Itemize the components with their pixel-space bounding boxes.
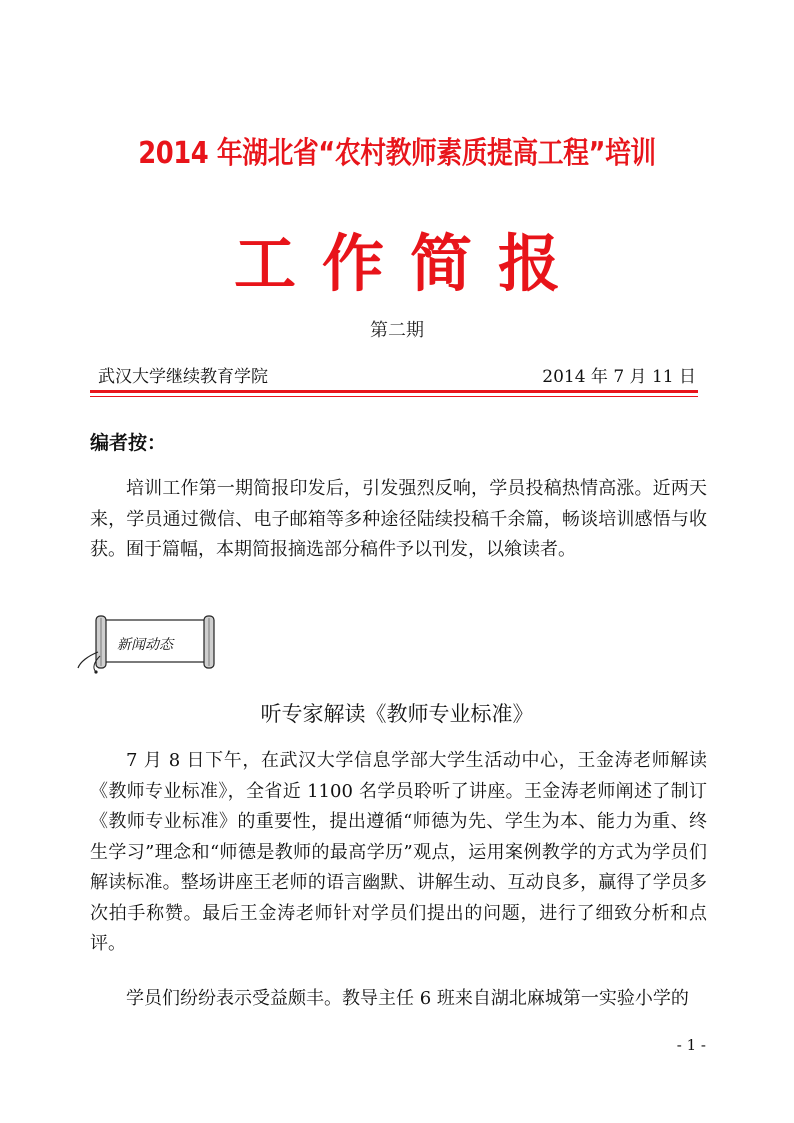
article-paragraph-1: 7 月 8 日下午，在武汉大学信息学部大学生活动中心，王金涛老师解读《教师专业标准》，全省近 1100 名学员聆听了讲座。王金涛老师阐述了制订《教师专业标准》的重要性，提出遵循“师德为先、学生为本、能力为重、终生学习”理念和“师德是教师的最高学历”观点，运用案例教学的方式为学员们解读标准。整场讲座王老师的语言幽默、讲解生动、互动良多，赢得了学员多次拍手称赞。最后王金涛老师针对学员们提出的问题，进行了细致分析和点评。 — [90, 750, 707, 954]
issue-number: 第二期 — [370, 320, 424, 341]
editor-note-heading: 编者按： — [90, 432, 167, 454]
bulletin-series-title: 2014 年湖北省“农村教师素质提高工程”培训 — [138, 136, 656, 171]
article-paragraph-2: 学员们纷纷表示受益颇丰。教导主任 6 班来自湖北麻城第一实验小学的 — [126, 988, 689, 1009]
editor-note-text: 培训工作第一期简报印发后，引发强烈反响，学员投稿热情高涨。近两天来，学员通过微信、电子邮箱等多种途径陆续投稿千余篇，畅谈培训感悟与收获。囿于篇幅，本期简报摘选部分稿件予以刊发，以飨读者。 — [90, 478, 707, 560]
issuing-organization: 武汉大学继续教育学院 — [98, 367, 268, 387]
section-badge-label: 新闻动态 — [117, 637, 173, 653]
page-number: - 1 - — [676, 1036, 706, 1054]
issue-date: 2014 年 7 月 11 日 — [542, 367, 696, 387]
article-title: 听专家解读《教师专业标准》 — [260, 702, 534, 726]
header-divider-thick — [90, 390, 698, 393]
bulletin-main-title: 工作简报 — [233, 227, 586, 300]
header-divider-thin — [90, 396, 698, 397]
